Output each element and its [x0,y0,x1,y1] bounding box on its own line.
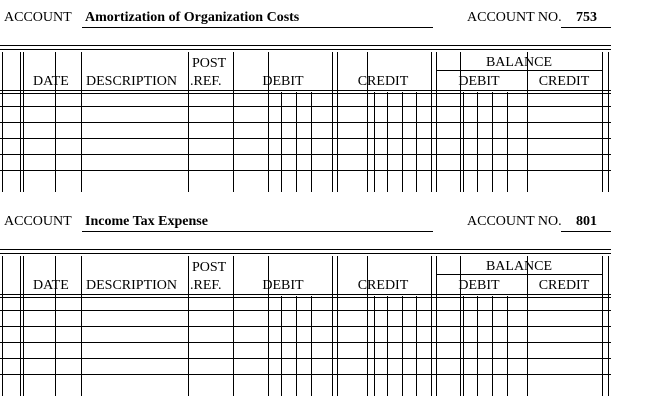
header-description: DESCRIPTION [86,278,178,293]
header-balance-credit: CREDIT [538,278,590,293]
table-top-rule [0,249,611,250]
amount-column-line [492,92,493,192]
table-top-rule [0,253,611,254]
amount-column-line [281,92,282,192]
entry-row-line [0,342,611,343]
amount-column-line [477,296,478,396]
account-no-underline [561,231,611,232]
header-post-ref-bottom: .REF. [190,278,222,293]
header-debit: DEBIT [262,278,304,293]
account-no-label: ACCOUNT NO. [467,214,562,229]
account-no: 801 [576,214,597,229]
amount-column-line [268,92,269,192]
amount-column-line [296,296,297,396]
balance-split-line [527,274,528,396]
header-credit: CREDIT [357,74,409,89]
amount-column-line [311,296,312,396]
entry-row-line [0,170,611,171]
entry-row-line [0,374,611,375]
amount-column-line [268,296,269,396]
header-balance-debit: DEBIT [458,278,500,293]
amount-column-line [402,296,403,396]
account-name-underline [82,27,433,28]
amount-column-line [477,92,478,192]
entry-row-line [0,358,611,359]
amount-column-line [374,92,375,192]
amount-column-line [296,92,297,192]
amount-column-line [416,92,417,192]
account-no: 753 [576,10,597,25]
amount-column-line [374,296,375,396]
account-name-underline [82,231,433,232]
amount-column-line [463,92,464,192]
amount-column-line [416,296,417,396]
header-bottom-rule [0,93,611,94]
account-no-underline [561,27,611,28]
header-credit: CREDIT [357,278,409,293]
account-name: Amortization of Organization Costs [85,10,300,25]
account-no-label: ACCOUNT NO. [467,10,562,25]
header-balance: BALANCE [485,259,553,274]
ledger-income-tax-expense [0,204,663,400]
amount-column-line [311,92,312,192]
entry-row-line [0,154,611,155]
header-date: DATE [33,74,69,89]
header-bottom-rule [0,90,611,91]
table-top-rule [0,49,611,50]
ledger-amortization-of-organization-costs [0,0,663,196]
header-balance-debit: DEBIT [458,74,500,89]
header-bottom-rule [0,294,611,295]
entry-row-line [0,310,611,311]
amount-column-line [281,296,282,396]
table-top-rule [0,45,611,46]
header-post-ref-top: POST [192,260,227,275]
entry-row-line [0,106,611,107]
header-debit: DEBIT [262,74,304,89]
header-date: DATE [33,278,69,293]
entry-row-line [0,326,611,327]
header-post-ref-bottom: .REF. [190,74,222,89]
balance-split-line [527,70,528,192]
amount-column-line [402,92,403,192]
account-name: Income Tax Expense [85,214,208,229]
amount-column-line [507,92,508,192]
account-label: ACCOUNT [4,10,72,25]
header-balance-credit: CREDIT [538,74,590,89]
header-post-ref-top: POST [192,56,227,71]
amount-column-line [387,92,388,192]
entry-row-line [0,122,611,123]
header-balance: BALANCE [485,55,553,70]
account-label: ACCOUNT [4,214,72,229]
header-description: DESCRIPTION [86,74,178,89]
amount-column-line [492,296,493,396]
header-bottom-rule [0,297,611,298]
amount-column-line [507,296,508,396]
amount-column-line [463,296,464,396]
amount-column-line [387,296,388,396]
entry-row-line [0,138,611,139]
